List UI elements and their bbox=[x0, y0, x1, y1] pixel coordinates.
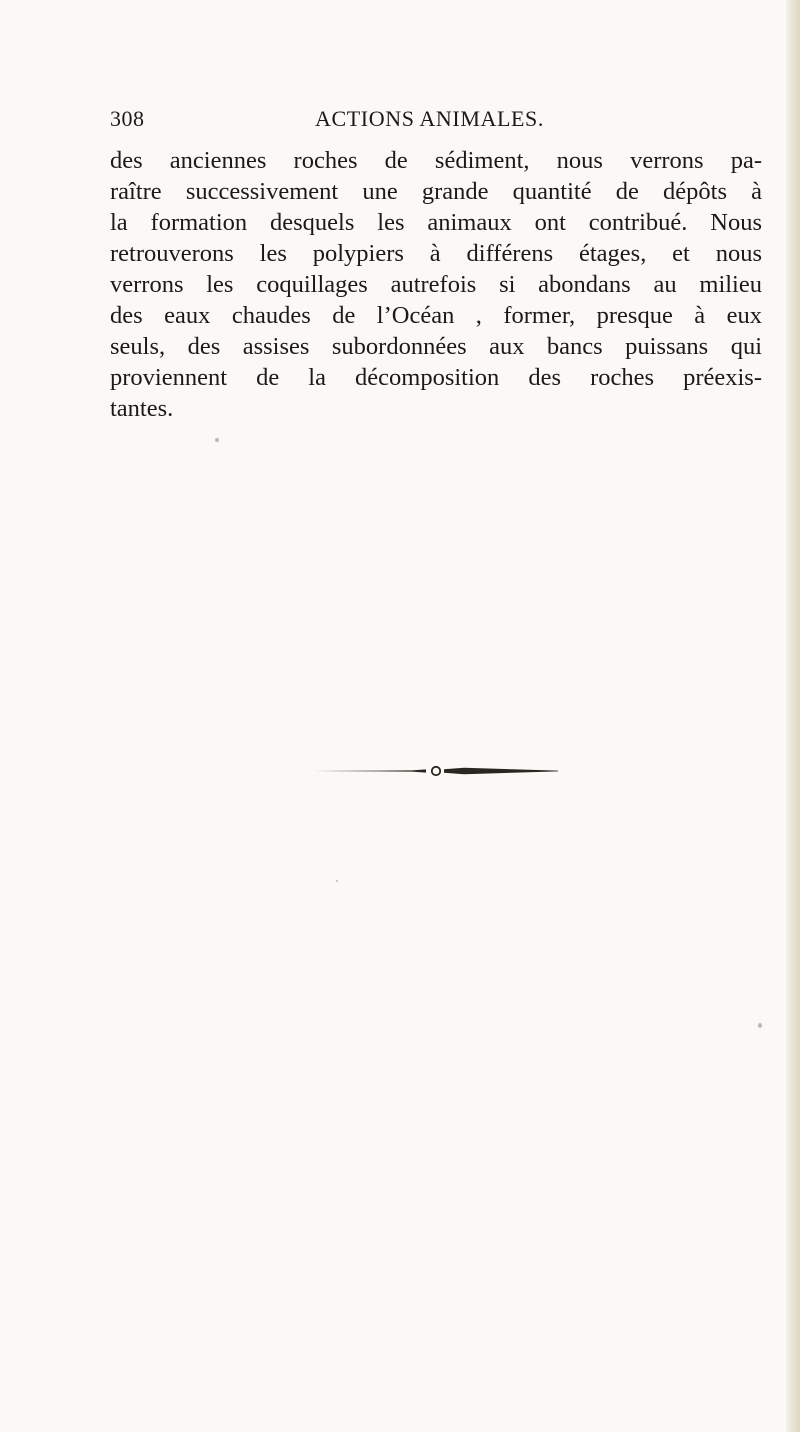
text-line: proviennent de la décomposition des roches préexis- bbox=[110, 364, 762, 391]
text-line: des eaux chaudes de l’Océan , former, presque à eux bbox=[110, 302, 762, 329]
text-line: retrouverons les polypiers à différens étages, et nous bbox=[110, 240, 762, 267]
text-line: tantes. bbox=[110, 395, 174, 422]
page-edge bbox=[786, 0, 800, 1432]
paper-speck bbox=[336, 880, 338, 882]
body-paragraph bbox=[110, 145, 762, 424]
running-head bbox=[110, 106, 758, 136]
text-line: la formation desquels les animaux ont contribué. Nous bbox=[110, 209, 762, 236]
text-line: verrons les coquillages autrefois si abondans au milieu bbox=[110, 271, 762, 298]
paper-speck bbox=[215, 438, 219, 442]
running-title: ACTIONS ANIMALES. bbox=[315, 106, 544, 131]
text-line: seuls, des assises subordonnées aux bancs puissans qui bbox=[110, 333, 762, 360]
page-number: 308 bbox=[110, 106, 145, 131]
text-line: des anciennes roches de sédiment, nous verrons pa- bbox=[110, 147, 762, 174]
tailpiece-rule-icon bbox=[314, 764, 558, 778]
paper-speck bbox=[758, 1023, 762, 1028]
text-line: raître successivement une grande quantité de dépôts à bbox=[110, 178, 762, 205]
